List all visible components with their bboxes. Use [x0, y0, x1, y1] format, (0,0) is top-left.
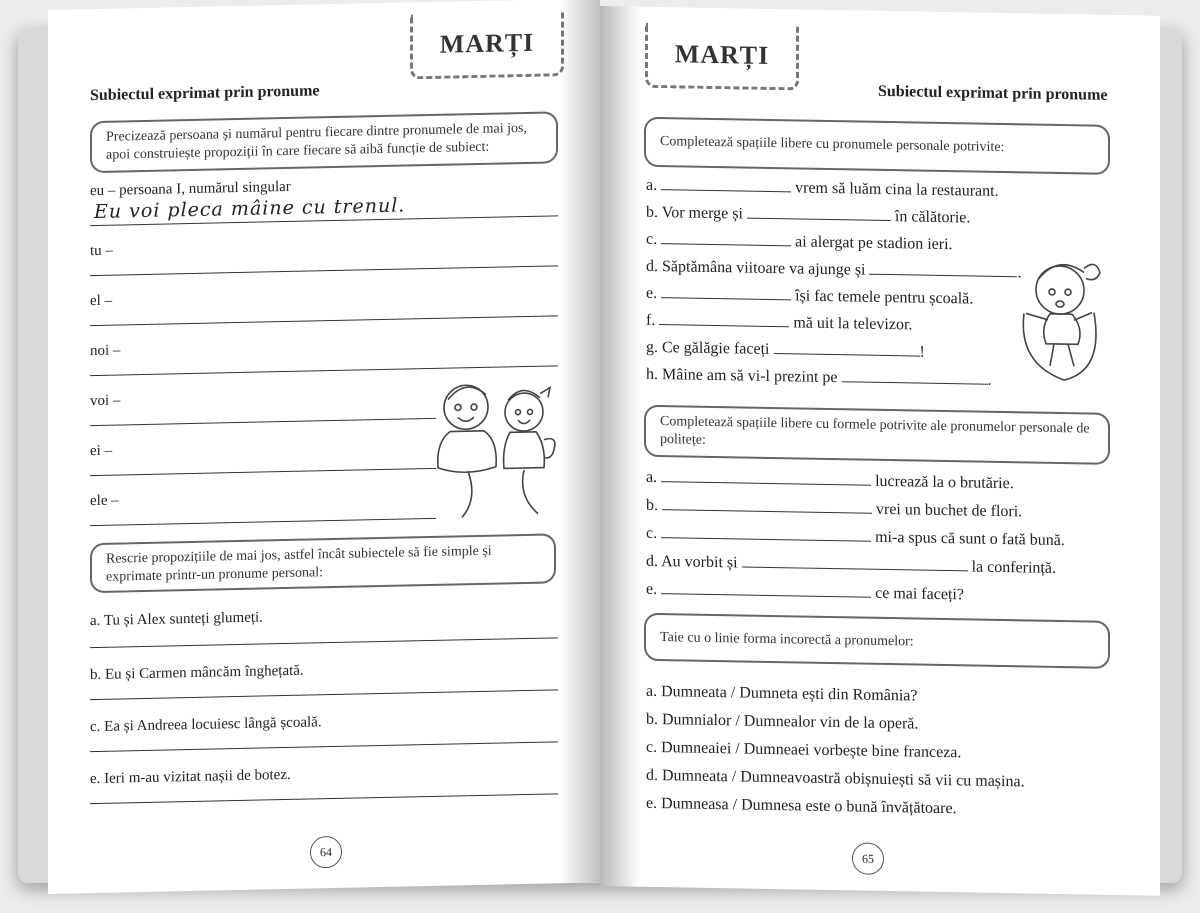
sentence-c: c. Ea și Andreea locuiesc lângă școală. [90, 714, 322, 736]
blank-line [661, 231, 791, 246]
exercise3-item-a: a. Dumneata / Dumneta ești din România? [646, 682, 918, 705]
day-header-box [410, 11, 564, 79]
answer-line [90, 518, 436, 526]
answer-line [90, 365, 558, 376]
blank-line [659, 312, 789, 327]
exercise3-item-e: e. Dumneasa / Dumnesa este o bună învățătoare. [646, 794, 957, 818]
pronoun-label-ei: ei – [90, 442, 113, 460]
pronoun-label-voi: voi – [90, 392, 121, 410]
exercise3-item-d: d. Dumneata / Dumneavoastră obișnuiești să vii cu mașina. [646, 766, 1025, 791]
section-subject-title: Subiectul exprimat prin pronume [878, 82, 1108, 104]
exercise2-item-a: a. lucrează la o brutărie. [646, 468, 1014, 493]
exercise1-item-d: d. Săptămâna viitoare va ajunge și . [646, 257, 1022, 282]
blank-line [842, 369, 988, 385]
exercise2-item-b: b. vrei un buchet de flori. [646, 496, 1023, 521]
answer-line [90, 315, 558, 326]
right-page [600, 6, 1160, 896]
exercise1-item-g: g. Ce gălăgie faceți ! [646, 338, 925, 361]
answer-line [90, 468, 436, 476]
page-number: 64 [310, 836, 342, 869]
exercise3-item-b: b. Dumnialor / Dumnealor vin de la operă. [646, 710, 919, 733]
blank-line [661, 469, 871, 486]
answer-line [90, 689, 558, 700]
answer-line [90, 793, 558, 804]
blank-line [661, 285, 791, 300]
exercise2-item-c: c. mi-a spus că sunt o fată bună. [646, 524, 1065, 550]
pronoun-label-eu: eu – persoana I, numărul singular [90, 178, 291, 200]
blank-line [869, 262, 1017, 278]
answer-line [90, 637, 558, 648]
exercise2-item-d: d. Au vorbit și la conferință. [646, 552, 1056, 577]
page-number: 65 [852, 842, 884, 875]
answer-line [90, 741, 558, 752]
blank-line [747, 206, 891, 222]
left-page [48, 0, 600, 894]
answer-line [90, 418, 436, 426]
exercise3-item-c: c. Dumneaiei / Dumneaei vorbește bine franceza. [646, 738, 962, 762]
instruction-box-1: Precizează persoana și numărul pentru fiecare dintre pronumele de mai jos, apoi construiește propoziții în care fiecare să aibă funcție de subiect: [90, 111, 558, 173]
exercise1-item-f: f. mă uit la televizor. [646, 311, 913, 334]
blank-line [742, 554, 968, 571]
exercise1-item-h: h. Mâine am să vi-l prezint pe . [646, 365, 992, 389]
day-title: MARȚI [439, 27, 535, 59]
exercise2-item-e: e. ce mai faceți? [646, 580, 964, 604]
children-illustration [428, 377, 568, 530]
instruction-box-2: Completează spațiile libere cu formele potrivite ale pronumelor personale de politețe: [644, 405, 1110, 465]
instruction-box-3: Taie cu o linie forma incorectă a pronumelor: [644, 613, 1110, 669]
pronoun-label-ele: ele – [90, 492, 119, 510]
blank-line [661, 177, 791, 192]
blank-line [661, 581, 871, 598]
instruction-box-1: Completează spațiile libere cu pronumele personale potrivite: [644, 117, 1110, 175]
instruction-box-2: Rescrie propozițiile de mai jos, astfel încât subiectele să fie simple și exprimate printr-un pronume personal: [90, 533, 556, 593]
exercise1-item-a: a. vrem să luăm cina la restaurant. [646, 176, 999, 200]
section-subject-title: Subiectul exprimat prin pronume [90, 82, 320, 105]
pronoun-label-noi: noi – [90, 342, 121, 360]
sentence-a: a. Tu și Alex sunteți glumeți. [90, 609, 263, 630]
exercise1-item-c: c. ai alergat pe stadion ieri. [646, 230, 953, 254]
blank-line [661, 525, 871, 542]
pronoun-label-tu: tu – [90, 242, 113, 260]
blank-line [662, 497, 872, 514]
exercise1-item-e: e. își fac temele pentru școală. [646, 284, 974, 308]
blank-line [774, 341, 920, 357]
sentence-b: b. Eu și Carmen mâncăm înghețată. [90, 662, 304, 684]
sentence-e: e. Ieri m-au vizitat nașii de botez. [90, 766, 291, 788]
day-title: MARȚI [674, 39, 770, 70]
answer-line [90, 265, 558, 276]
pronoun-label-el: el – [90, 292, 113, 310]
handwritten-answer: Eu voi pleca mâine cu trenul. [94, 194, 406, 224]
exercise1-item-b: b. Vor merge și în călătorie. [646, 203, 971, 227]
day-header-box [645, 23, 799, 91]
girl-jumping-rope-illustration [1014, 247, 1114, 389]
